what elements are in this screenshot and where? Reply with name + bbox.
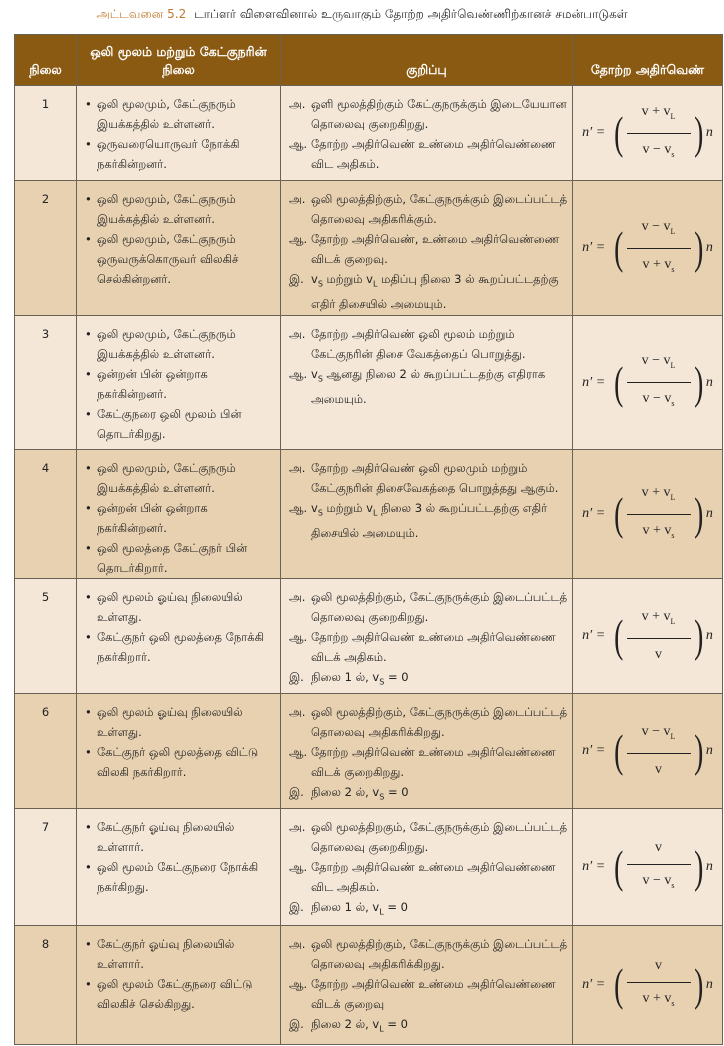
condition-cell — [77, 579, 281, 694]
note-text — [311, 702, 568, 742]
note-item — [289, 458, 568, 498]
note-label: ஆ. — [289, 137, 308, 151]
note-text — [311, 229, 568, 269]
note-item — [289, 134, 568, 174]
doppler-table — [14, 34, 723, 1045]
note-text — [311, 134, 568, 174]
row-number: 2 — [15, 181, 77, 316]
text-segment: ஒலி மூலத்திற்கும், கேட்குநருக்கும் இடைப்பட்டத் தொலைவு அதிகரிக்கும். — [311, 192, 568, 226]
note-text — [311, 189, 568, 229]
note-cell — [281, 694, 573, 809]
text-segment: நிலை 1 ல், v — [311, 670, 380, 684]
condition-item: • ஒன்றன் பின் ஒன்றாக நகர்கின்றனர். — [85, 498, 276, 538]
formula-lhs: n′ = — [582, 627, 606, 643]
text-segment: v — [655, 646, 662, 662]
condition-list — [85, 702, 276, 782]
text-segment: = 0 — [383, 900, 408, 914]
condition-item: • ஒலி மூலமும், கேட்குநரும் இயக்கத்தில் உள்ளனர். — [85, 94, 276, 134]
note-text — [311, 324, 568, 364]
text-segment: ஒலி மூலத்திற்கும், கேட்குநருக்கும் இடைப்பட்டத் தொலைவு அதிகரிக்கிறது. — [311, 705, 568, 739]
condition-item: • கேட்குநர் ஒலி மூலத்தை நோக்கி நகர்கிறார். — [85, 627, 276, 667]
note-item — [289, 897, 568, 922]
note-label: அ. — [289, 461, 306, 475]
numerator — [627, 102, 691, 134]
text-segment: v + v — [642, 991, 672, 1007]
left-paren: ( — [614, 356, 624, 408]
row-number: 1 — [15, 86, 77, 181]
table-title: டாப்ளர் விளைவினால் உருவாகும் தோற்ற அதிர்வெண்ணிற்கானச் சமன்பாடுகள் — [194, 7, 628, 21]
note-item — [289, 189, 568, 229]
fraction — [627, 722, 691, 780]
condition-item: • ஒலி மூலத்தை கேட்குநர் பின் தொடர்கிறார். — [85, 538, 276, 578]
note-item — [289, 667, 568, 692]
note-label: இ. — [289, 785, 304, 799]
condition-cell — [77, 181, 281, 316]
fraction — [627, 217, 691, 280]
formula-n: n — [705, 125, 713, 140]
condition-item: • ஒருவரையொருவர் நோக்கி நகர்கின்றனர். — [85, 134, 276, 174]
text-segment: v + v — [642, 522, 672, 538]
right-paren: ) — [693, 958, 703, 1010]
formula-cell — [573, 809, 723, 926]
denominator — [655, 754, 662, 780]
note-item — [289, 857, 568, 897]
condition-item: • ஒலி மூலம் கேட்குநரை விட்டு விலகிச் செல்கிறது. — [85, 974, 276, 1014]
condition-item: • ஒலி மூலம் ஓய்வு நிலையில் உள்ளது. — [85, 587, 276, 627]
denominator — [642, 865, 674, 896]
table-row — [15, 809, 723, 926]
text-segment: தோற்ற அதிர்வெண் உண்மை அதிர்வெண்ணை விட அதிகம். — [311, 137, 556, 171]
formula-lhs: n′ = — [582, 506, 606, 521]
text-segment: நிலை 2 ல், v — [311, 785, 380, 799]
text-segment: ஒலி மூலத்திற்கும், கேட்குநருக்கும் இடைப்பட்டத் தொலைவு அதிகரிக்கிறது. — [311, 937, 568, 971]
note-label: ஆ. — [289, 860, 308, 874]
note-text — [311, 857, 568, 897]
left-paren: ( — [614, 107, 624, 158]
text-segment: ஆனது நிலை 2 ல் கூறப்பட்டதற்கு எதிராக அமையும். — [311, 367, 546, 407]
subscript: L — [670, 492, 676, 502]
condition-item: • ஒலி மூலமும், கேட்குநரும் ஒருவருக்கொருவர் விலகிச் செல்கின்றனர். — [85, 229, 276, 289]
note-item — [289, 229, 568, 269]
denominator — [642, 249, 674, 280]
condition-cell — [77, 694, 281, 809]
note-item — [289, 94, 568, 134]
text-segment: தோற்ற அதிர்வெண் உண்மை அதிர்வெண்ணை விடக் அதிகம். — [311, 630, 556, 664]
numerator — [627, 217, 691, 249]
text-segment: தோற்ற அதிர்வெண் உண்மை அதிர்வெண்ணை விட அதிகம். — [311, 860, 556, 894]
subscript: s — [671, 880, 675, 890]
numerator — [627, 483, 691, 515]
right-paren: ) — [693, 356, 703, 408]
condition-list — [85, 324, 276, 444]
condition-list — [85, 189, 276, 289]
doppler-formula — [573, 722, 722, 780]
condition-list — [85, 934, 276, 1014]
condition-cell — [77, 809, 281, 926]
formula-cell — [573, 926, 723, 1045]
right-paren: ) — [693, 840, 703, 892]
numerator — [627, 722, 691, 754]
condition-cell — [77, 450, 281, 579]
note-text — [311, 782, 409, 807]
doppler-formula — [573, 607, 722, 665]
text-segment: v — [311, 501, 318, 515]
note-item — [289, 627, 568, 667]
condition-item: • கேட்குநரை ஒலி மூலம் பின் தொடர்கிறது. — [85, 404, 276, 444]
subscript: L — [372, 508, 378, 518]
subscript: L — [379, 907, 384, 917]
denominator — [642, 134, 674, 165]
formula-n: n — [705, 742, 713, 758]
condition-cell — [77, 316, 281, 450]
row-number: 6 — [15, 694, 77, 809]
fraction — [627, 607, 691, 665]
denominator — [642, 383, 674, 414]
header-frequency: தோற்ற அதிர்வெண் — [573, 35, 723, 86]
text-segment: v − v — [641, 218, 671, 234]
subscript: s — [671, 264, 675, 274]
table-row — [15, 86, 723, 181]
formula-cell — [573, 181, 723, 316]
condition-cell — [77, 926, 281, 1045]
row-number: 4 — [15, 450, 77, 579]
note-text — [311, 897, 408, 922]
text-segment: நிலை 2 ல், v — [311, 1017, 380, 1031]
fraction — [627, 102, 691, 165]
table-row — [15, 181, 723, 316]
numerator — [627, 607, 691, 639]
note-text — [311, 587, 568, 627]
note-label: ஆ. — [289, 977, 308, 991]
note-label: இ. — [289, 900, 304, 914]
formula-n: n — [705, 240, 713, 255]
left-paren: ( — [614, 222, 624, 273]
text-segment: v − v — [641, 353, 671, 369]
note-label: ஆ. — [289, 501, 308, 515]
note-cell — [281, 579, 573, 694]
subscript: S — [317, 508, 323, 518]
text-segment: தோற்ற அதிர்வெண் ஒலி மூலம் மற்றும் கேட்குநரின் திசை வேகத்தைப் பொறுத்து. — [311, 327, 526, 361]
subscript: S — [379, 677, 385, 687]
right-paren: ) — [693, 724, 703, 776]
condition-item: • கேட்குநர் ஓய்வு நிலையில் உள்ளார். — [85, 934, 276, 974]
formula-cell — [573, 694, 723, 809]
right-paren: ) — [693, 107, 703, 158]
note-label: ஆ. — [289, 630, 308, 644]
note-label: அ. — [289, 97, 306, 111]
header-condition: ஒலி மூலம் மற்றும் கேட்குநரின் நிலை — [77, 35, 281, 86]
note-text — [311, 817, 568, 857]
right-paren: ) — [693, 222, 703, 273]
doppler-formula — [573, 217, 722, 280]
subscript: L — [670, 361, 676, 370]
header-no: நிலை — [15, 35, 77, 86]
fraction — [627, 838, 691, 896]
note-label: இ. — [289, 1017, 304, 1031]
note-text — [311, 94, 568, 134]
note-label: அ. — [289, 705, 306, 719]
fraction — [627, 351, 691, 414]
note-label: அ. — [289, 590, 306, 604]
fraction — [627, 483, 691, 546]
right-paren: ) — [693, 488, 703, 539]
subscript: s — [671, 149, 675, 159]
text-segment: ஒளி மூலத்திற்கும் கேட்குநருக்கும் இடையேயான தொலைவு குறைகிறது. — [311, 97, 567, 131]
doppler-formula — [573, 483, 722, 546]
left-paren: ( — [614, 840, 624, 892]
note-item — [289, 742, 568, 782]
note-text — [311, 458, 568, 498]
right-paren: ) — [693, 609, 703, 661]
condition-list — [85, 817, 276, 897]
condition-item: • ஒலி மூலமும், கேட்குநரும் இயக்கத்தில் உள்ளனர். — [85, 324, 276, 364]
left-paren: ( — [614, 724, 624, 776]
formula-cell — [573, 316, 723, 450]
note-item — [289, 1014, 568, 1039]
subscript: L — [670, 731, 676, 741]
formula-n: n — [705, 374, 713, 390]
table-number: அட்டவனை 5.2 — [96, 7, 187, 21]
note-text — [311, 269, 568, 314]
note-label: ஆ. — [289, 232, 308, 246]
text-segment: நிலை 1 ல், v — [311, 900, 380, 914]
note-cell — [281, 86, 573, 181]
note-item — [289, 587, 568, 627]
note-text — [311, 627, 568, 667]
condition-item: • ஒலி மூலமும், கேட்குநரும் இயக்கத்தில் உள்ளனர். — [85, 189, 276, 229]
doppler-formula — [573, 956, 722, 1014]
condition-item: • ஒலி மூலம் ஓய்வு நிலையில் உள்ளது. — [85, 702, 276, 742]
subscript: s — [671, 398, 675, 408]
condition-item: • ஒலி மூலமும், கேட்குநரும் இயக்கத்தில் உள்ளனர். — [85, 458, 276, 498]
row-number: 7 — [15, 809, 77, 926]
note-label: இ. — [289, 670, 304, 684]
note-cell — [281, 450, 573, 579]
condition-cell — [77, 86, 281, 181]
formula-n: n — [705, 506, 713, 521]
note-label: அ. — [289, 937, 306, 951]
table-row — [15, 450, 723, 579]
text-segment: v — [311, 367, 318, 381]
subscript: s — [671, 998, 675, 1008]
header-note: குறிப்பு — [281, 35, 573, 86]
table-row — [15, 926, 723, 1045]
subscript: S — [379, 792, 385, 802]
note-label: அ. — [289, 192, 306, 206]
text-segment: = 0 — [383, 1017, 408, 1031]
note-cell — [281, 181, 573, 316]
subscript: S — [317, 279, 323, 289]
note-text — [311, 934, 568, 974]
formula-n: n — [705, 627, 713, 643]
note-cell — [281, 926, 573, 1045]
note-text — [311, 742, 568, 782]
row-number: 3 — [15, 316, 77, 450]
note-text — [311, 1014, 408, 1039]
table-caption — [0, 7, 724, 23]
formula-lhs: n′ = — [582, 742, 606, 758]
condition-item: • ஒன்றன் பின் ஒன்றாக நகர்கின்றனர். — [85, 364, 276, 404]
note-label: ஆ. — [289, 745, 308, 759]
condition-item: • கேட்குநர் ஒலி மூலத்தை விட்டு விலகி நகர்கிறார். — [85, 742, 276, 782]
denominator — [642, 515, 674, 546]
left-paren: ( — [614, 958, 624, 1010]
formula-cell — [573, 450, 723, 579]
numerator — [627, 351, 691, 383]
text-segment: v — [655, 761, 662, 777]
row-number: 8 — [15, 926, 77, 1045]
note-label: ஆ. — [289, 367, 308, 381]
left-paren: ( — [614, 609, 624, 661]
formula-lhs: n′ = — [582, 240, 606, 255]
subscript: L — [670, 226, 676, 236]
note-text — [311, 498, 568, 543]
table-row — [15, 579, 723, 694]
text-segment: v − v — [642, 873, 672, 889]
table-row — [15, 694, 723, 809]
note-cell — [281, 809, 573, 926]
formula-lhs: n′ = — [582, 976, 606, 992]
note-item — [289, 974, 568, 1014]
subscript: L — [670, 111, 676, 121]
text-segment: v + v — [642, 256, 672, 272]
note-item — [289, 364, 568, 409]
subscript: L — [670, 616, 676, 626]
text-segment: v — [655, 840, 662, 856]
doppler-formula — [573, 351, 722, 414]
condition-list — [85, 94, 276, 174]
formula-n: n — [705, 858, 713, 874]
text-segment: தோற்ற அதிர்வெண், உண்மை அதிர்வெண்ணை விடக் குறைவு. — [311, 232, 560, 266]
header-row — [15, 35, 723, 86]
formula-lhs: n′ = — [582, 858, 606, 874]
note-item — [289, 269, 568, 314]
subscript: S — [317, 374, 323, 384]
text-segment: ஒலி மூலத்திற்கும், கேட்குநருக்கும் இடைப்பட்டத் தொலைவு குறைகிறது. — [311, 590, 568, 624]
text-segment: மதிப்பு நிலை 3 ல் கூறப்பட்டதற்கு எதிர் திசையில் அமையும். — [311, 272, 559, 312]
left-paren: ( — [614, 488, 624, 539]
text-segment: தோற்ற அதிர்வெண் ஒலி மூலமும் மற்றும் கேட்குநரின் திசைவேகத்தை பொறுத்தது ஆகும். — [311, 461, 559, 495]
formula-cell — [573, 579, 723, 694]
condition-list — [85, 587, 276, 667]
subscript: s — [671, 530, 675, 540]
formula-n: n — [705, 976, 713, 992]
formula-cell — [573, 86, 723, 181]
doppler-formula — [573, 102, 722, 165]
note-item — [289, 324, 568, 364]
text-segment: v + v — [641, 484, 671, 500]
note-item — [289, 782, 568, 807]
text-segment: தோற்ற அதிர்வெண் உண்மை அதிர்வெண்ணை விடக் குறைவு — [311, 977, 556, 1011]
text-segment: v — [311, 272, 318, 286]
subscript: L — [372, 279, 378, 289]
note-item — [289, 934, 568, 974]
note-label: அ. — [289, 327, 306, 341]
numerator — [627, 838, 691, 865]
row-number: 5 — [15, 579, 77, 694]
table-row — [15, 316, 723, 450]
note-text — [311, 667, 409, 692]
text-segment: ஒலி மூலத்திறகும், கேட்குநருக்கும் இடைப்பட்டத் தொலைவு குறைகிறது. — [311, 820, 568, 854]
text-segment: v — [655, 958, 662, 974]
denominator — [642, 983, 674, 1014]
note-text — [311, 364, 568, 409]
text-segment: மற்றும் v — [322, 272, 373, 286]
text-segment: மற்றும் v — [322, 501, 373, 515]
note-item — [289, 498, 568, 543]
note-cell — [281, 316, 573, 450]
note-label: இ. — [289, 272, 304, 286]
text-segment: தோற்ற அதிர்வெண் உண்மை அதிர்வெண்ணை விடக் குறைகிறது. — [311, 745, 556, 779]
note-label: அ. — [289, 820, 306, 834]
condition-list — [85, 458, 276, 578]
fraction — [627, 956, 691, 1014]
text-segment: = 0 — [384, 670, 409, 684]
text-segment: v − v — [642, 391, 672, 406]
numerator — [627, 956, 691, 983]
subscript: L — [379, 1024, 384, 1034]
condition-item: • ஒலி மூலம் கேட்குநரை நோக்கி நகர்கிறது. — [85, 857, 276, 897]
doppler-formula — [573, 838, 722, 896]
condition-item: • கேட்குநர் ஓய்வு நிலையில் உள்ளார். — [85, 817, 276, 857]
text-segment: = 0 — [384, 785, 409, 799]
text-segment: v + v — [641, 609, 671, 625]
formula-lhs: n′ = — [582, 374, 606, 390]
text-segment: நிலை 3 ல் கூறப்பட்டதற்கு எதிர் திசையில் அமையும். — [311, 501, 548, 541]
text-segment: v − v — [641, 724, 671, 740]
note-item — [289, 817, 568, 857]
formula-lhs: n′ = — [582, 125, 606, 140]
denominator — [655, 639, 662, 665]
text-segment: v − v — [642, 141, 672, 157]
note-item — [289, 702, 568, 742]
note-text — [311, 974, 568, 1014]
text-segment: v + v — [641, 103, 671, 119]
